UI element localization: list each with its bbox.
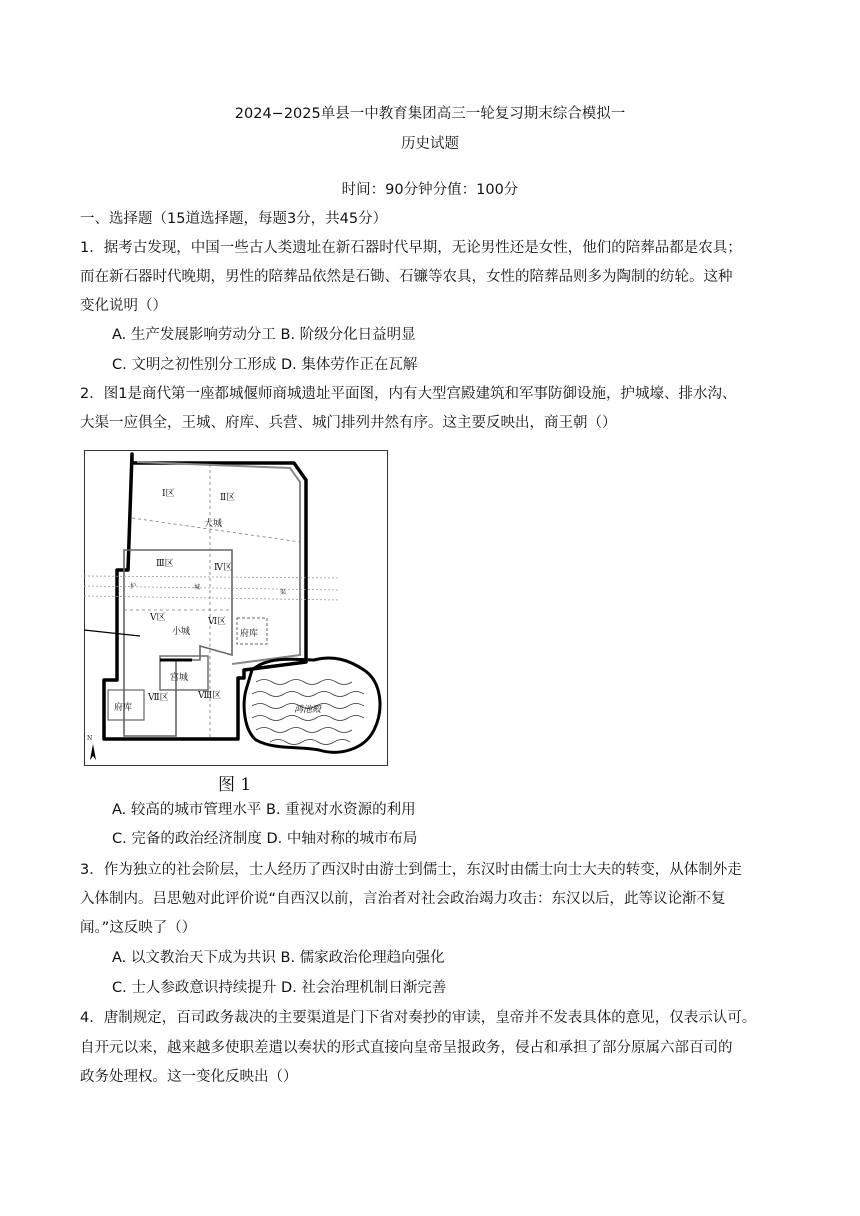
label-zone-2: Ⅱ区 xyxy=(220,493,236,503)
label-canal-1: 护 xyxy=(130,583,137,590)
small-city-wall xyxy=(124,550,232,736)
label-zone-3: Ⅲ区 xyxy=(156,559,174,569)
label-north: N xyxy=(87,735,93,742)
q3-text-line-2: 入体制内。吕思勉对此评价说“自西汉以前，言治者对社会政治竭力攻击：东汉以后，此等议论渐不复 xyxy=(80,891,726,907)
q1-text-line-2: 而在新石器时代晚期，男性的陪葬品依然是石锄、石镰等农具，女性的陪葬品则多为陶制的纺轮。这种 xyxy=(80,269,733,285)
q4-text-line-3: 政务处理权。这一变化反映出（） xyxy=(80,1069,298,1085)
label-storehouse-east: 府库 xyxy=(240,629,259,639)
label-storehouse-west: 府库 xyxy=(114,703,133,713)
q3-options-cd: C. 士人参政意识持续提升 D. 社会治理机制日渐完善 xyxy=(112,980,447,996)
label-zone-5: Ⅴ区 xyxy=(150,613,166,623)
q1-options-ab: A. 生产发展影响劳动分工 B. 阶级分化日益明显 xyxy=(112,327,416,343)
label-palace-city: 宫城 xyxy=(170,673,189,683)
q1-text-line-1: 1．据考古发现，中国一些古人类遗址在新石器时代早期，无论男性还是女性，他们的陪葬品都是农具； xyxy=(80,240,742,256)
q1-options-cd: C. 文明之初性别分工形成 D. 集体劳作正在瓦解 xyxy=(112,357,418,373)
label-zone-7: Ⅶ区 xyxy=(148,693,169,703)
label-zone-6: Ⅵ区 xyxy=(208,617,227,627)
exam-subject: 历史试题 xyxy=(401,136,459,152)
figure-caption: 图 1 xyxy=(218,775,252,795)
q3-options-ab: A. 以文教治天下成为共识 B. 儒家政治伦理趋向强化 xyxy=(112,950,445,966)
q1-text-line-3: 变化说明（） xyxy=(80,298,167,314)
label-small-city: 小城 xyxy=(172,627,191,637)
q4-text-line-2: 自开元以来，越来越多使职差遣以奏状的形式直接向皇帝呈报政务，侵占和承担了部分原属六部百司的 xyxy=(80,1040,733,1056)
label-zone-4: Ⅳ区 xyxy=(214,563,232,573)
q2-text-line-2: 大渠一应俱全，王城、府库、兵营、城门排列井然有序。这主要反映出，商王朝（） xyxy=(80,415,617,431)
label-canal-2: 城 xyxy=(194,584,201,591)
label-pool: 鸿池殿 xyxy=(294,705,322,715)
north-arrow-icon xyxy=(90,744,96,760)
q4-text-line-1: 4．唐制规定，百司政务裁决的主要渠道是门下省对奏抄的审读，皇帝并不发表具体的意见，仅表示认可。 xyxy=(80,1010,757,1026)
label-zone-8: Ⅷ区 xyxy=(198,691,222,701)
label-zone-1: Ⅰ区 xyxy=(162,489,175,499)
section-heading: 一、选择题（15道选择题，每题3分，共45分） xyxy=(80,211,388,227)
q2-text-line-1: 2．图1是商代第一座都城偃师商城遗址平面图，内有大型宫殿建筑和军事防御设施，护城壕、排水沟、 xyxy=(80,386,737,402)
q2-options-ab: A. 较高的城市管理水平 B. 重视对水资源的利用 xyxy=(112,802,416,818)
exam-title: 2024−2025单县一中教育集团高三一轮复习期末综合模拟一 xyxy=(234,106,626,122)
label-big-city: 大城 xyxy=(204,519,223,529)
label-canal-3: 渠 xyxy=(280,589,287,596)
q2-options-cd: C. 完备的政治经济制度 D. 中轴对称的城市布局 xyxy=(112,831,418,847)
q3-text-line-3: 闻。”这反映了（） xyxy=(80,920,197,936)
city-plan-figure xyxy=(84,450,388,766)
q3-text-line-1: 3．作为独立的社会阶层，士人经历了西汉时由游士到儒士，东汉时由儒士向士大夫的转变，从体制外走 xyxy=(80,862,742,878)
exam-time-score: 时间：90分钟分值：100分 xyxy=(341,182,519,198)
